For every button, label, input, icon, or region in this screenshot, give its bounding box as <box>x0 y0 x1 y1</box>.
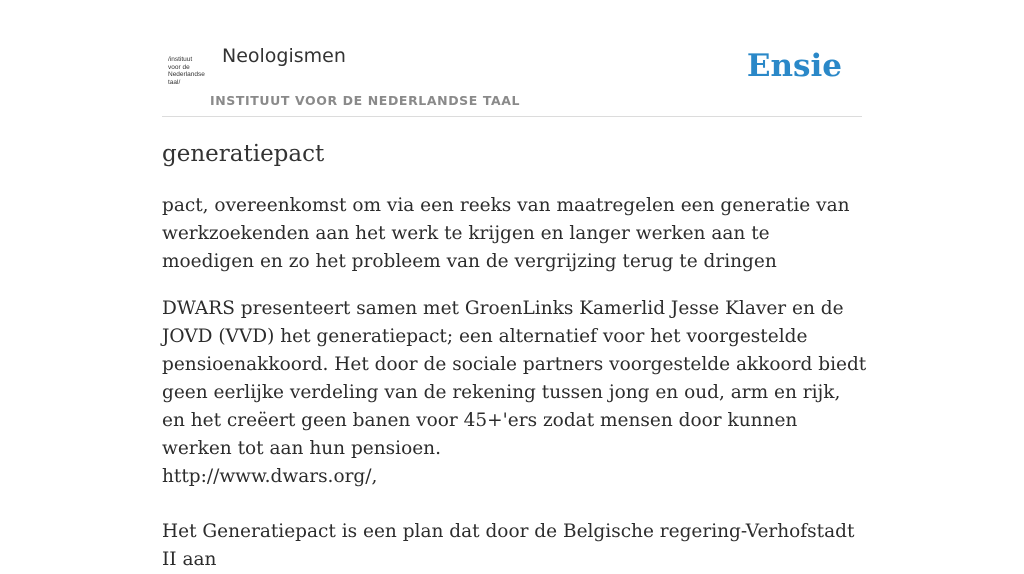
citation-text: DWARS presenteert samen met GroenLinks Kamerlid Jesse Klaver en de JOVD (VVD) het generatiepact; een alternatief voor het voorgestelde pensioenakkoord. Het door de sociale partners voorgestelde akkoord biedt geen eerlijke verdeling van de rekening tussen jong en oud, arm en rijk, en het creëert geen banen voor 45+'ers zodat mensen door kunnen werken tot aan hun pensioen. <box>162 298 867 459</box>
ensie-logo-link[interactable]: Ensie <box>746 48 842 84</box>
entry-citation-2: Het Generatiepact is een plan dat door de Belgische regering-Verhofstadt II aan <box>162 521 855 570</box>
institute-logo[interactable] <box>166 56 210 90</box>
citation-source-link[interactable]: http://www.dwars.org/, <box>162 466 378 487</box>
site-header <box>162 0 862 117</box>
entry-headword: generatiepact <box>162 141 325 167</box>
entry-citation <box>162 295 867 491</box>
entry-content <box>162 136 867 574</box>
product-name[interactable]: Neologismen <box>222 45 346 67</box>
logo-text: /instituut voor de Nederlandse taal/ <box>168 56 205 86</box>
entry-definition: pact, overeenkomst om via een reeks van maatregelen een generatie van werkzoekenden aan het werk te krijgen en langer werken aan te moedigen en zo het probleem van de vergrijzing terug te dringen <box>162 195 850 272</box>
institute-name: INSTITUUT VOOR DE NEDERLANDSE TAAL <box>210 93 521 108</box>
